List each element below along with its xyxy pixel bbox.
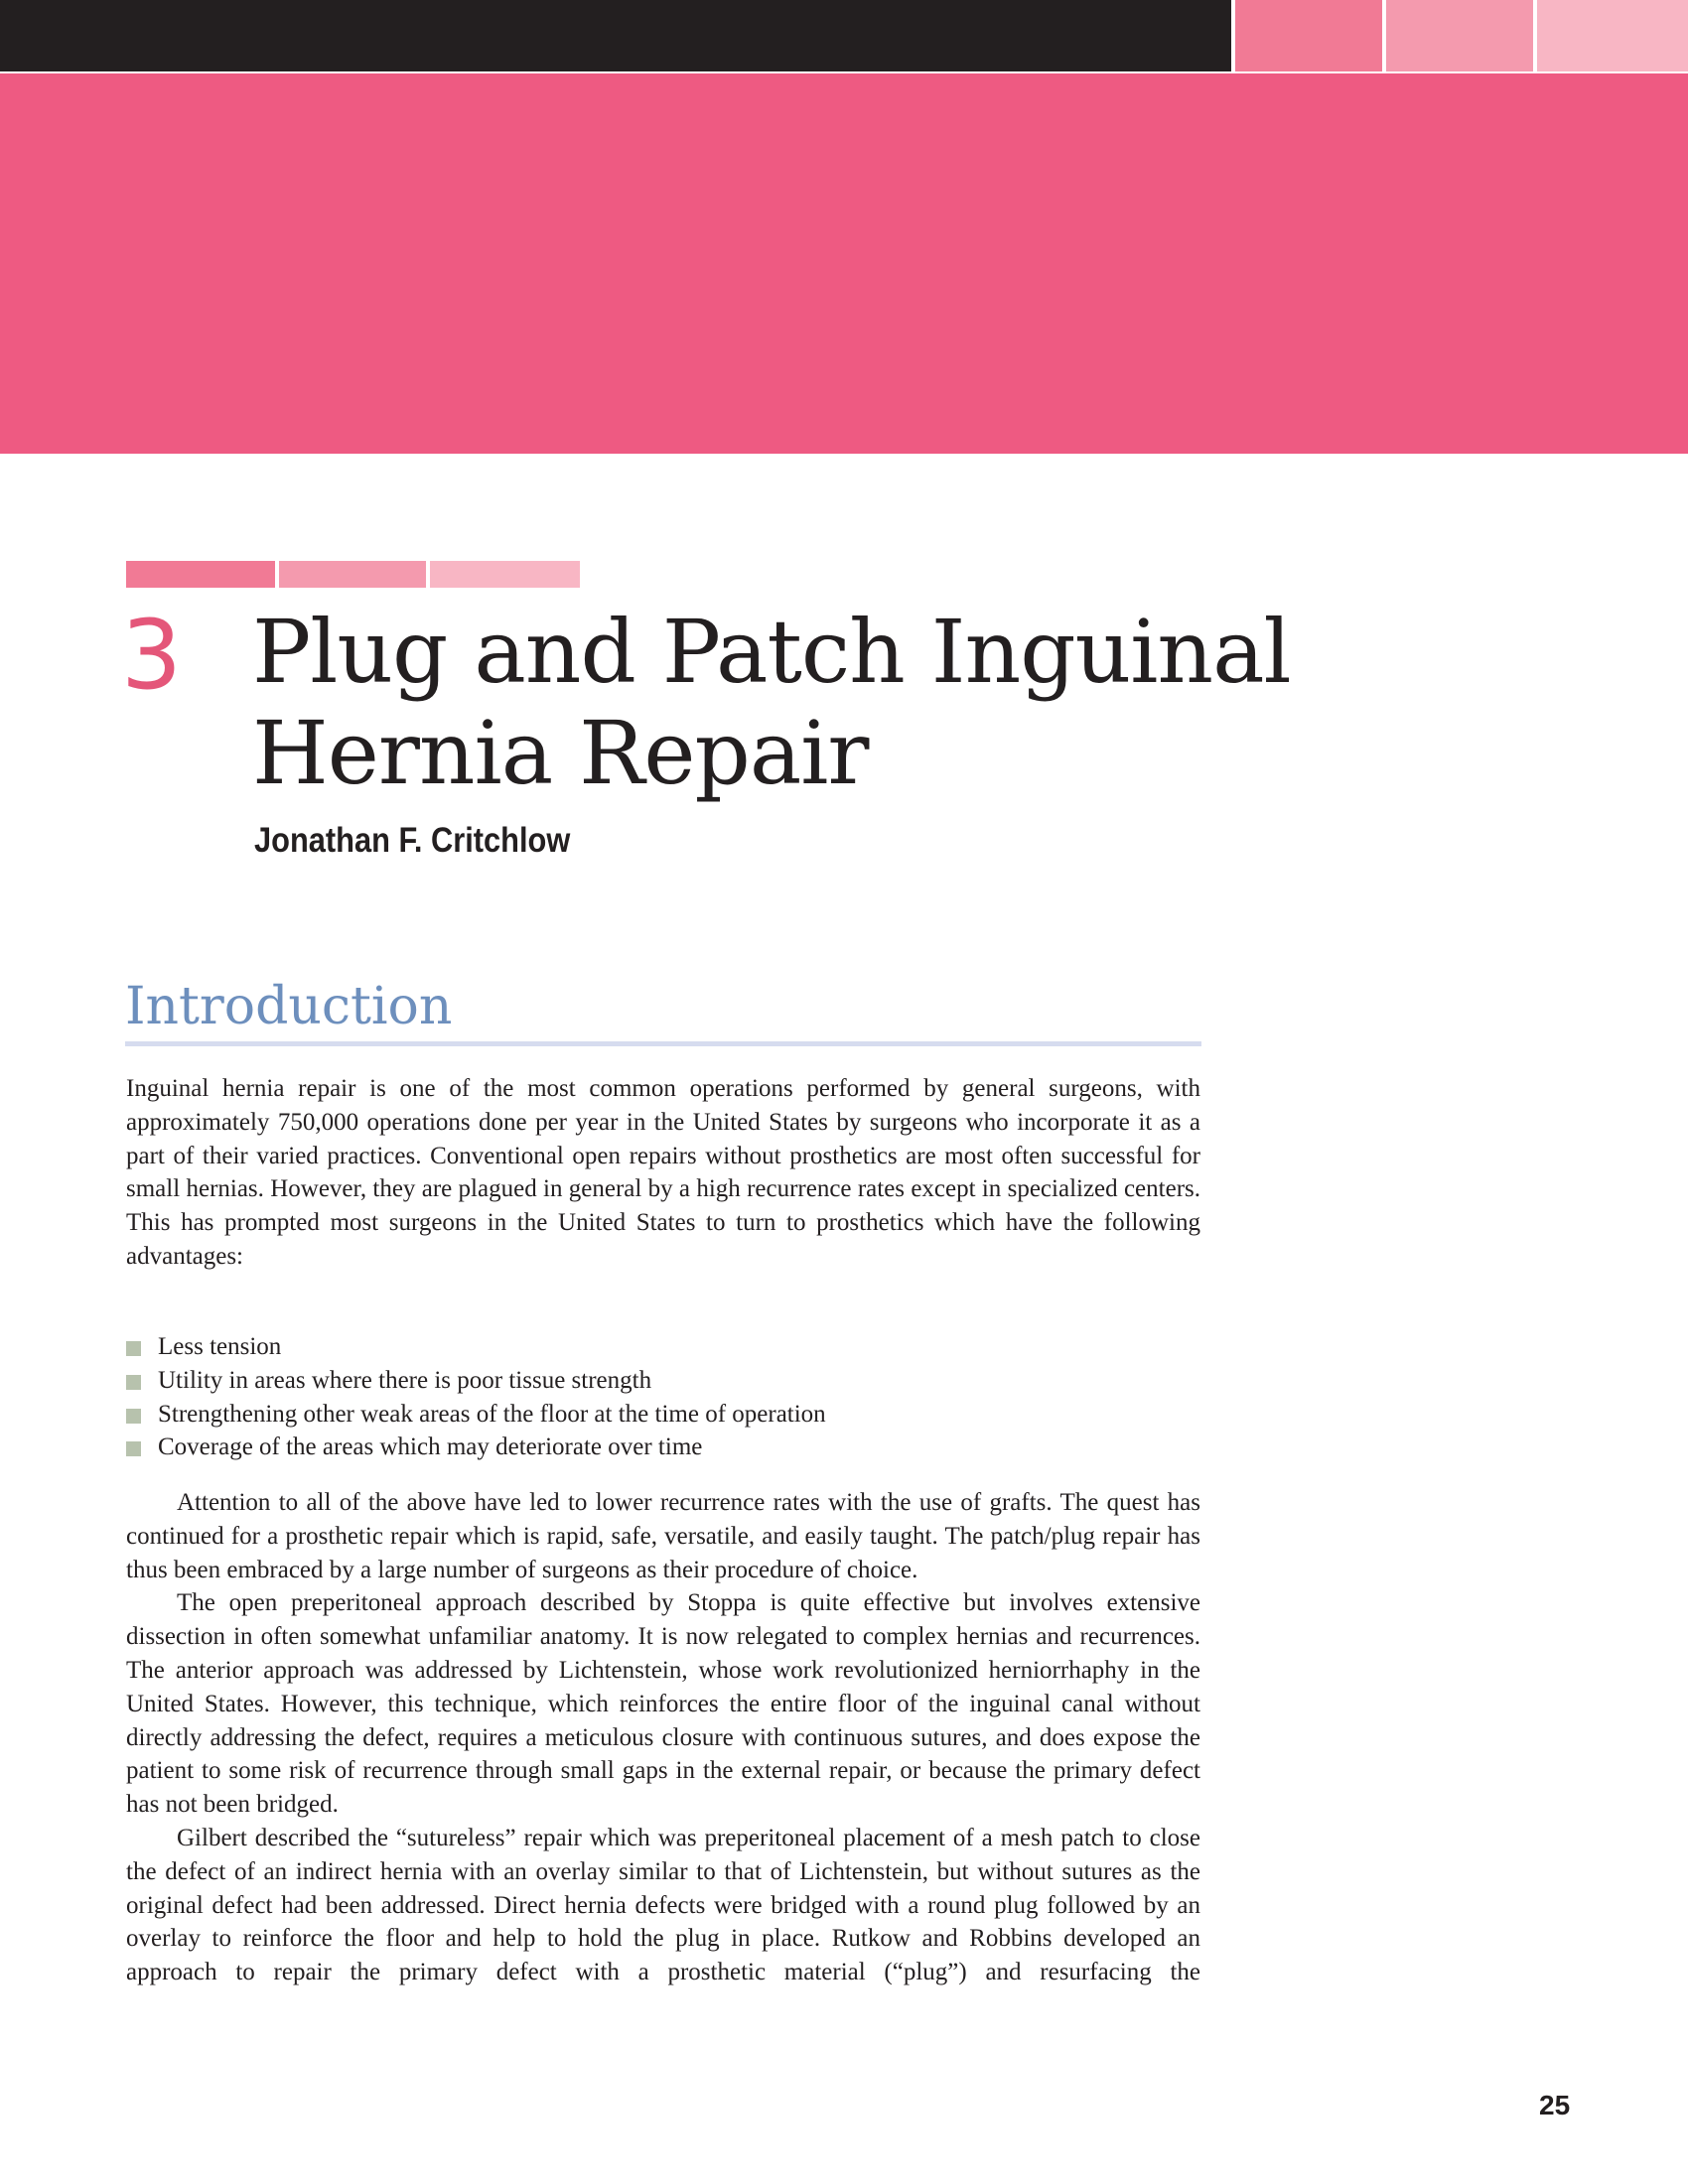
intro-paragraph: Inguinal hernia repair is one of the most common operations performed by general surgeons, with approximately 750,000 operations done per year in the United States by surgeons who incorporate it as a part of their varied practices. Conventional open repairs without prosthetics are most often successful for small hernias. However, they are plagued in general by a high recurrence rates except in specialized centers. This has prompted most surgeons in the United States to turn to prosthetics which have the following advantages: — [126, 1075, 1200, 1270]
body-paragraph: The open preperitoneal approach described by Stoppa is quite effective but involves extensive dissection in often somewhat unfamiliar anatomy. It is now relegated to complex hernias and recurrences. The anterior approach was addressed by Lichtenstein, whose work revolutionized herniorrhaphy in the United States. However, this technique, which reinforces the entire floor of the inguinal canal without directly addressing the defect, requires a meticulous closure with continuous sutures, and does expose the patient to some risk of recurrence through small gaps in the external repair, or because the primary defect has not been bridged. — [126, 1589, 1200, 1819]
section-heading: Introduction — [125, 977, 453, 1036]
square-bullet-icon — [126, 1409, 141, 1424]
list-item-text: Strengthening other weak areas of the floor at the time of operation — [158, 1400, 826, 1428]
body-paragraph: Gilbert described the “sutureless” repair which was preperitoneal placement of a mesh patch to close the defect of an indirect hernia with an overlay similar to that of Lichtenstein, but without sutures as the original defect had been addressed. Direct hernia defects were bridged with a round plug followed by an overlay to reinforce the floor and help to hold the plug in place. Rutkow and Robbins developed an approach to repair the primary defect with a prosthetic material (“plug”) and resurfacing the — [126, 1824, 1200, 1986]
chapter-title: Plug and Patch Inguinal Hernia Repair — [252, 601, 1291, 804]
title-accent-bar-3 — [430, 561, 580, 588]
header-tab-2 — [1386, 0, 1533, 71]
list-item-text: Coverage of the areas which may deteriorate over time — [158, 1433, 703, 1461]
header-tab-3 — [1537, 0, 1688, 71]
header-tab-1 — [1235, 0, 1382, 71]
list-item — [126, 1431, 1200, 1464]
list-item — [126, 1364, 1200, 1398]
chapter-banner — [0, 73, 1688, 454]
chapter-number: 3 — [121, 600, 183, 711]
header-dark-bar — [0, 0, 1231, 71]
title-accent-bar-1 — [126, 561, 275, 588]
list-item-text: Less tension — [158, 1333, 282, 1360]
body-paragraph: Attention to all of the above have led to lower recurrence rates with the use of grafts. The quest has continued for a prosthetic repair which is rapid, safe, versatile, and easily taught. The patch/plug repair has thus been embraced by a large number of surgeons as their procedure of choice. — [126, 1489, 1200, 1583]
square-bullet-icon — [126, 1341, 141, 1356]
list-item — [126, 1330, 1200, 1364]
page-number: 25 — [1539, 2090, 1571, 2120]
square-bullet-icon — [126, 1441, 141, 1456]
section-divider — [125, 1041, 1201, 1046]
square-bullet-icon — [126, 1375, 141, 1390]
body-paragraphs — [126, 1486, 1200, 1989]
list-item-text: Utility in areas where there is poor tissue strength — [158, 1366, 652, 1394]
advantages-list — [126, 1330, 1200, 1464]
list-item — [126, 1398, 1200, 1432]
title-accent-bar-2 — [279, 561, 426, 588]
chapter-author: Jonathan F. Critchlow — [254, 821, 571, 860]
